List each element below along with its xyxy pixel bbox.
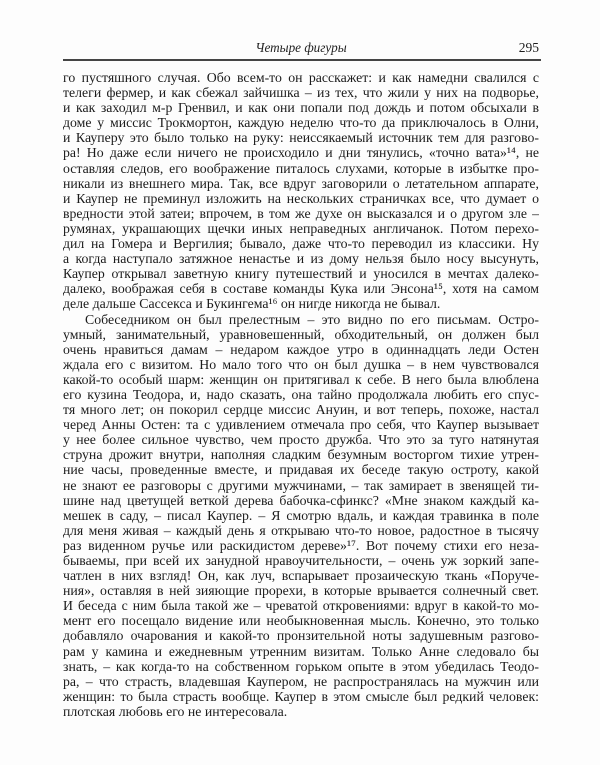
text-line: деле дальше Сассекса и Букингема¹⁶ он нигде никогда не бывал. xyxy=(63,296,441,312)
text-line: никали из внешнего мира. Так, все вдруг заговорили о летательном аппарате, xyxy=(63,175,539,191)
text-line: женщин: то была страсть вообще. Каупер в этом смысле был редкий человек: xyxy=(63,688,539,704)
text-line: мент его посещало видение или необыкновенная мысль. Конечно, это только xyxy=(63,613,539,629)
text-line: И беседа с ним была такой же – чреватой откровениями: вдруг в какой-то мо- xyxy=(63,598,539,614)
text-line: черед Анны Остен: та с удивлением отмечала про себя, что Каупер вызывает xyxy=(63,417,539,433)
text-line: плотская любовь его не интересовала. xyxy=(63,703,288,719)
text-line: ра, – что страсть, владевшая Каупером, не распространялась на мужчин или xyxy=(63,673,539,689)
text-line: и как заходил м-р Гренвил, и как они попали под дождь и потом обсыхали в xyxy=(63,100,539,116)
text-line: Собеседником он был прелестным – это видно по его письмам. Остро- xyxy=(85,311,539,327)
text-line: струна дрожит внутри, наполняя сладким безумным восторгом тихие утрен- xyxy=(63,447,539,463)
text-line: вредности этой затеи; впрочем, в том же духе он высказался и о другом зле – xyxy=(63,205,539,221)
text-line: и Кауперу это было только на руку: неиссякаемый источник тем для разгово- xyxy=(63,130,539,146)
running-header xyxy=(63,38,539,57)
text-line: не знают ее разговоры с другими мужчинами, – так замирает в звенящей ти- xyxy=(63,477,539,493)
text-line: ние часы, проведенные вместе, и придавая их беседе такую остроту, какой xyxy=(63,462,539,478)
text-line: знать, – как когда-то на собственном горьком опыте в этом убедилась Теодо- xyxy=(63,658,539,674)
text-line: бываемы, при всей их занудной нравоучительности, – очень уж зоркий запе- xyxy=(63,553,539,568)
text-line: раз виденном ручье или раскидистом дереве»¹⁷. Вот почему стихи его неза- xyxy=(63,537,539,553)
text-line: доме у миссис Трокмортон, каждую неделю что-то да приключалось в Олни, xyxy=(63,115,539,131)
text-line: телеги фермер, и как сбежал зайчишка – из тех, что жили у них на подворье, xyxy=(63,85,539,101)
text-line: добавляло очарования и какой-то пронзительной ноты задушевным разгово- xyxy=(63,628,539,644)
text-line: очень нравиться дамам – недаром каждое утро в одиннадцать леди Остен xyxy=(63,341,539,357)
text-line: мешек в саду, – писал Каупер. – Я смотрю вдаль, и каждая травинка в поле xyxy=(63,507,539,523)
text-line: румянах, украшающих щечки иных неправедных англичанок. Потом перехо- xyxy=(63,220,539,236)
text-line: для меня живая – каждый день я открываю что-то новое, радостное в тысячу xyxy=(63,522,539,538)
text-line: шине над цветущей веткой дерева бабочка-сфинкс? «Мне знаком каждый ка- xyxy=(63,492,539,508)
header-rule xyxy=(63,59,541,61)
text-line: его кузина Теодора, и, надо сказать, она тайно продолжала любить его спус- xyxy=(63,386,539,402)
page-number: 295 xyxy=(518,40,539,55)
text-line: ния», оставляя в ней зияющие прорехи, в которые врывается солнечный свет. xyxy=(63,583,539,599)
text-line: какой-то особый шарм: женщин он притягивал к себе. В него была влюблена xyxy=(63,371,539,387)
text-line: умный, занимательный, уравновешенный, обходительный, он должен был xyxy=(63,326,539,342)
paragraph xyxy=(63,312,539,720)
text-line: дил на Гомера и Вергилия; бывало, даже что-то переводил из классики. Ну xyxy=(63,236,539,252)
page-body xyxy=(63,70,539,719)
text-line: у нее более сильное чувство, чем просто дружба. Что это за туго натянутая xyxy=(63,432,539,448)
text-line: а когда наступало затяжное ненастье и из дому нельзя было носу высунуть, xyxy=(63,251,539,267)
running-header-title: Четыре фигуры xyxy=(255,40,347,55)
text-line: рам у камина и ежедневным утренним визитам. Только Анне следовало бы xyxy=(63,643,539,659)
text-line: и Каупер не преминул изложить на нескольких страничках все, что думает о xyxy=(63,190,539,206)
text-line: чатлен в них взгляд! Он, как луч, вспарывает прозаическую ткань «Поруче- xyxy=(63,568,539,584)
text-line: далеко, воображая себя в составе команды Кука или Энсона¹⁵, хотя на самом xyxy=(63,281,539,297)
text-line: Каупер открывал заветную книгу путешествий и уносился в мечтах далеко- xyxy=(63,266,539,282)
text-line: оставляя следов, его воображение питалось слухами, которые в избытке про- xyxy=(63,160,539,176)
text-line: го пустяшного случая. Обо всем-то он расскажет: и как намедни свалился с xyxy=(63,70,539,85)
paragraph xyxy=(63,70,539,312)
text-line: ждала его с визитом. Но мало того что он был душка – в нем чувствовался xyxy=(63,356,539,372)
text-line: ра! Но даже если ничего не происходило и дни тянулись, «точно вата»¹⁴, не xyxy=(63,145,539,161)
text-line: тя много лет; он покорил сердце миссис Ануин, и вот теперь, похоже, настал xyxy=(63,402,539,418)
